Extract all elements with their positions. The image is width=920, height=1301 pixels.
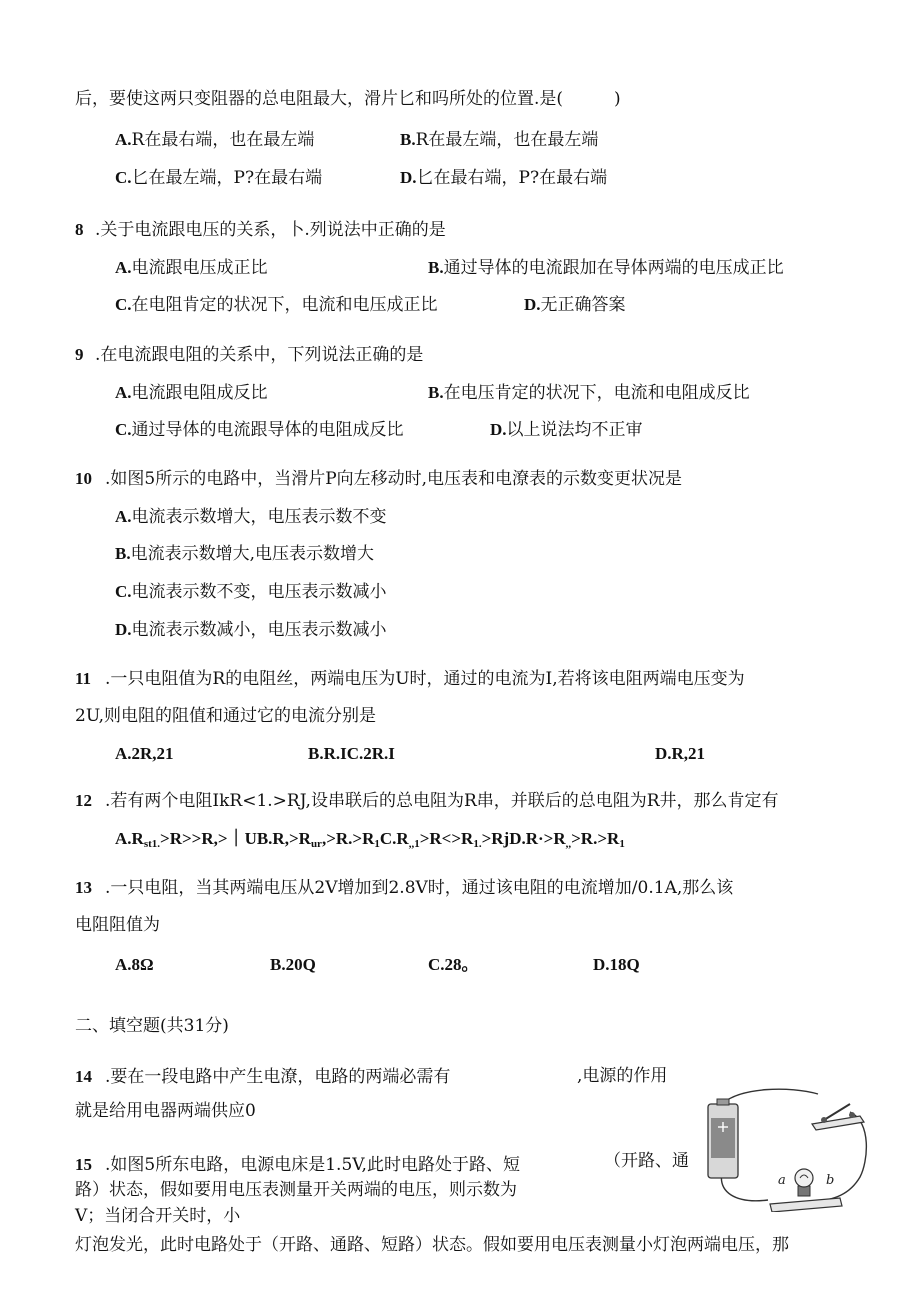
q10-option-d xyxy=(115,621,387,639)
q11-option-bc: B.R.IC.2R.I xyxy=(308,744,395,763)
battery-icon xyxy=(708,1099,738,1178)
q9-option-d xyxy=(490,421,643,439)
q7-option-d xyxy=(400,169,607,187)
q12-option-part5: >R<>R xyxy=(419,829,474,848)
q14-stem-b: ,电源的作用 xyxy=(577,1066,668,1086)
q13-option-c: C.28。 xyxy=(428,955,479,974)
q12-option-part1: A.R xyxy=(115,829,144,848)
q7-option-c-letter: C. xyxy=(115,168,132,187)
q8-option-b-letter: B. xyxy=(428,258,444,277)
q13-number: 13 xyxy=(75,878,92,897)
q8-option-d xyxy=(524,296,626,314)
q10-option-a-text: 电流表示数增大，电压表示数不变 xyxy=(131,507,387,527)
q15-stem xyxy=(75,1156,520,1174)
q11-option-a: A.2R,21 xyxy=(115,744,174,763)
q11-stem xyxy=(75,670,745,688)
q11-stem-line2: 2U,则电阻的阻值和通过它的电流分别是 xyxy=(75,706,376,726)
q14-stem xyxy=(75,1068,450,1086)
q12-stem xyxy=(75,792,779,810)
q9-option-a-letter: A. xyxy=(115,383,132,402)
q9-option-b-letter: B. xyxy=(428,383,444,402)
q12-option-sub7: 1 xyxy=(619,838,625,850)
q8-stem-text: .关于电流跟电压的关系，卜.列说法中正确的是 xyxy=(95,220,446,240)
switch-icon xyxy=(812,1104,864,1130)
q7-option-d-text: 匕在最右端，P?在最右端 xyxy=(416,168,608,188)
section-title: 二、填空题(共31分) xyxy=(75,1016,229,1036)
q12-option-sub6: ,, xyxy=(565,838,572,850)
q12-option-part3: ,>R.>R xyxy=(321,829,375,848)
q12-option-part6: >RjD.R·>R xyxy=(481,829,566,848)
q10-stem xyxy=(75,470,682,488)
q15-stem-line2: 路）状态，假如要用电压表测量开关两端的电压，则示数为 xyxy=(75,1180,517,1200)
q15-side-text: （开路、通 xyxy=(604,1151,689,1171)
q9-option-a xyxy=(115,384,268,402)
q12-option-sub2: ur xyxy=(310,838,322,850)
q7-option-d-letter: D. xyxy=(400,168,417,187)
q11-stem-text: .一只电阻值为R的电阻丝，两端电压为U时，通过的电流为I,若将该电阻两端电压变为 xyxy=(105,669,745,689)
q8-option-a-letter: A. xyxy=(115,258,132,277)
q7-option-c-text: 匕在最左端，P?在最右端 xyxy=(131,168,323,188)
q7-option-a-letter: A. xyxy=(115,130,132,149)
q10-option-c-letter: C. xyxy=(115,582,132,601)
q12-option-sub3: 1 xyxy=(374,838,380,850)
q9-number: 9 xyxy=(75,345,84,364)
q12-option-sub4: ,,1 xyxy=(408,838,420,850)
q10-option-c-text: 电流表示数不变，电压表示数减小 xyxy=(131,582,387,602)
q12-number: 12 xyxy=(75,791,92,810)
q10-option-c xyxy=(115,583,387,601)
q10-option-b-text: 电流表示数增大,电压表示数增大 xyxy=(130,544,374,564)
q8-option-a-text: 电流跟电压成正比 xyxy=(131,258,268,278)
q10-option-d-text: 电流表示数减小，电压表示数减小 xyxy=(131,620,387,640)
q14-stem-line2: 就是给用电器两端供应0 xyxy=(75,1101,256,1121)
q7-stem-tail: 后，要使这两只变阻器的总电阻最大，滑片匕和吗所处的位置.是( ) xyxy=(75,89,621,109)
q9-option-d-text: 以上说法均不正审 xyxy=(506,420,643,440)
q15-stem-line4: 灯泡发光，此时电路处于（开路、通路、短路）状态。假如要用电压表测量小灯泡两端电压，那 xyxy=(75,1235,789,1255)
wire-top xyxy=(722,1089,818,1104)
q8-stem xyxy=(75,221,446,239)
q9-stem xyxy=(75,346,423,364)
q9-option-b xyxy=(428,384,750,402)
q8-option-d-text: 无正确答案 xyxy=(540,295,626,315)
q15-stem-text: .如图5所东电路，电源电床是1.5V,此时电路处于路、短 xyxy=(105,1155,520,1175)
q10-option-b xyxy=(115,545,374,563)
q10-option-b-letter: B. xyxy=(115,544,131,563)
q9-option-c-letter: C. xyxy=(115,420,132,439)
q12-option-sub1: st1. xyxy=(143,838,161,850)
q8-option-b-text: 通过导体的电流跟加在导体两端的电压成正比 xyxy=(443,258,784,278)
q12-option-part4: C.R xyxy=(379,829,409,848)
q9-stem-text: .在电流跟电阻的关系中，下列说法正确的是 xyxy=(95,345,424,365)
q7-option-b xyxy=(400,131,598,149)
q8-number: 8 xyxy=(75,220,84,239)
q13-stem-text: .一只电阻，当其两端电压从2V增加到2.8V时，通过该电阻的电流增加/0.1A,那么该 xyxy=(105,878,734,898)
q10-option-d-letter: D. xyxy=(115,620,132,639)
q8-option-c-text: 在电阻肯定的状况下，电流和电压成正比 xyxy=(131,295,438,315)
q10-option-a xyxy=(115,508,387,526)
circuit-figure xyxy=(700,1082,872,1212)
q13-stem xyxy=(75,879,733,897)
q13-stem-line2: 电阻阻值为 xyxy=(75,915,160,935)
q13-option-b: B.20Q xyxy=(270,955,316,974)
q8-option-b xyxy=(428,259,784,277)
q7-option-a-text: R在最右端，也在最左端 xyxy=(131,130,315,150)
q11-number: 11 xyxy=(75,669,92,688)
q10-option-a-letter: A. xyxy=(115,507,132,526)
q9-option-c xyxy=(115,421,404,439)
q12-option-part7: >R.>R xyxy=(571,829,620,848)
q8-option-a xyxy=(115,259,268,277)
q8-option-c xyxy=(115,296,438,314)
terminal-label-a: a xyxy=(778,1173,786,1188)
q15-stem-line3: V；当闭合开关时，小 xyxy=(75,1206,241,1226)
q12-option-sub5: 1. xyxy=(473,838,482,850)
q12-stem-text: .若有两个电阻IkR<1.>RJ,设串联后的总电阻为R串，并联后的总电阻为R井，那么肯定有 xyxy=(105,791,779,811)
q8-option-d-letter: D. xyxy=(524,295,541,314)
q9-option-d-letter: D. xyxy=(490,420,507,439)
q9-option-b-text: 在电压肯定的状况下，电流和电阻成反比 xyxy=(443,383,750,403)
q9-option-c-text: 通过导体的电流跟导体的电阻成反比 xyxy=(131,420,404,440)
q12-option-part2: >R>>R,>｜UB.R,>R xyxy=(160,829,311,848)
q13-option-a: A.8Ω xyxy=(115,955,154,974)
q15-number: 15 xyxy=(75,1155,92,1174)
q7-option-b-text: R在最左端，也在最左端 xyxy=(415,130,599,150)
q11-option-d: D.R,21 xyxy=(655,744,706,763)
q10-stem-text: .如图5所示的电路中，当滑片P向左移动时,电压表和电潦表的示数变更状况是 xyxy=(105,469,683,489)
q13-option-d: D.18Q xyxy=(593,955,640,974)
q10-number: 10 xyxy=(75,469,92,488)
terminal-label-b: b xyxy=(826,1173,835,1188)
q14-stem-text: .要在一段电路中产生电潦，电路的两端必需有 xyxy=(105,1067,451,1087)
q8-option-c-letter: C. xyxy=(115,295,132,314)
q9-option-a-text: 电流跟电阻成反比 xyxy=(131,383,268,403)
q12-options xyxy=(115,830,625,850)
q7-option-b-letter: B. xyxy=(400,130,416,149)
q7-option-c xyxy=(115,169,322,187)
q14-number: 14 xyxy=(75,1067,92,1086)
q7-option-a xyxy=(115,131,314,149)
